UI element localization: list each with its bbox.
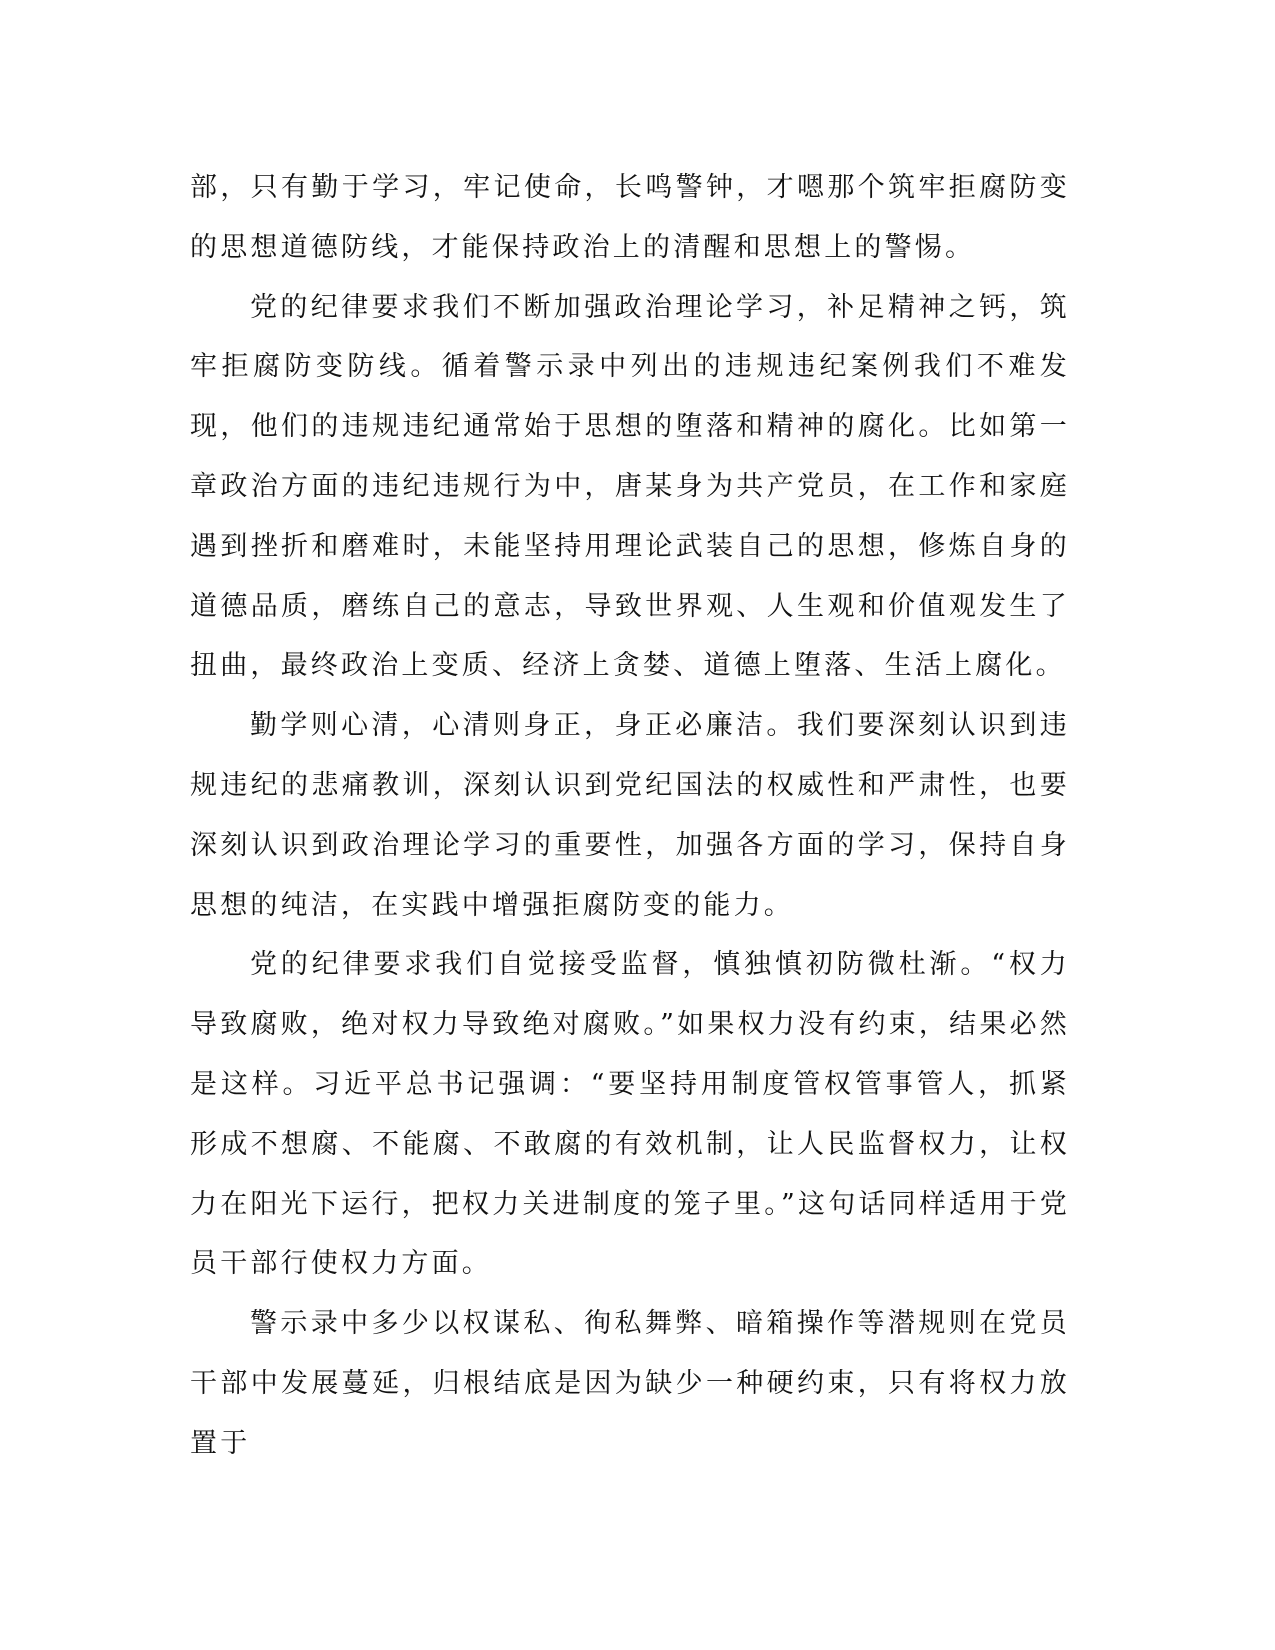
paragraph-4: 党的纪律要求我们自觉接受监督，慎独慎初防微杜渐。“权力导致腐败，绝对权力导致绝对腐败。”如果权力没有约束，结果必然是这样。习近平总书记强调：“要坚持用制度管权管事管人，抓紧形成不想腐、不能腐、不敢腐的有效机制，让人民监督权力，让权力在阳光下运行，把权力关进制度的笼子里。”这句话同样适用于党员干部行使权力方面。	[190, 949, 1070, 1280]
paragraph-2: 党的纪律要求我们不断加强政治理论学习，补足精神之钙，筑牢拒腐防变防线。循着警示录中列出的违规违纪案例我们不难发现，他们的违规违纪通常始于思想的堕落和精神的腐化。比如第一章政治方面的违纪违规行为中，唐某身为共产党员，在工作和家庭遇到挫折和磨难时，未能坚持用理论武装自己的思想，修炼自身的道德品质，磨练自己的意志，导致世界观、人生观和价值观发生了扭曲，最终政治上变质、经济上贪婪、道德上堕落、生活上腐化。	[190, 291, 1070, 682]
paragraph-1: 部，只有勤于学习，牢记使命，长鸣警钟，才嗯那个筑牢拒腐防变的思想道德防线，才能保持政治上的清醒和思想上的警惕。	[190, 172, 1070, 263]
paragraph-3: 勤学则心清，心清则身正，身正必廉洁。我们要深刻认识到违规违纪的悲痛教训，深刻认识到党纪国法的权威性和严肃性，也要深刻认识到政治理论学习的重要性，加强各方面的学习，保持自身思想的纯洁，在实践中增强拒腐防变的能力。	[190, 710, 1070, 921]
paragraph-5: 警示录中多少以权谋私、徇私舞弊、暗箱操作等潜规则在党员干部中发展蔓延，归根结底是因为缺少一种硬约束，只有将权力放置于	[190, 1308, 1070, 1459]
document-body	[190, 158, 1070, 1474]
